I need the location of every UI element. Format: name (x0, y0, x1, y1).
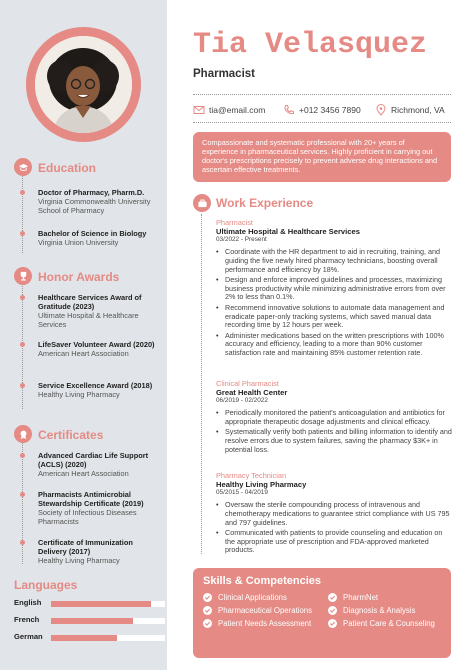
award-name: Healthcare Services Award of Gratitude (2023) (38, 293, 142, 311)
award-entry (38, 293, 160, 329)
job-dates: 03/2022 - Present (216, 236, 267, 243)
education-title: Education (38, 161, 97, 175)
briefcase-icon (193, 194, 211, 212)
education-timeline (22, 175, 23, 253)
skill-item (203, 619, 328, 628)
phone-icon (283, 104, 295, 116)
language-name: English (14, 598, 42, 607)
certificates-timeline (22, 442, 23, 564)
award-icon (14, 267, 32, 285)
summary-box: Compassionate and systematic professional with 20+ years of experience in pharmaceutical services. Highly proficient in carrying out doctor's prescriptions precisely to prevent adverse drug interactions and ascertain effective treatments. (193, 132, 451, 182)
check-icon (328, 619, 337, 628)
language-row (14, 598, 154, 608)
school-name: Virginia Union University (38, 238, 119, 247)
job-dates: 05/2015 - 04/2019 (216, 489, 268, 496)
skills-title: Skills & Competencies (203, 575, 321, 587)
phone-text: +012 3456 7890 (299, 105, 361, 115)
language-level (51, 601, 151, 607)
skill-label: Patient Needs Assessment (218, 619, 312, 628)
check-icon (203, 606, 212, 615)
language-level (51, 635, 117, 641)
profile-photo-frame (26, 27, 141, 142)
awards-title: Honor Awards (38, 270, 120, 284)
language-name: German (14, 632, 43, 641)
phone-contact[interactable] (283, 104, 361, 116)
job-bullets (216, 501, 452, 555)
skill-item (328, 593, 448, 602)
job-title: Pharmacy Technician (216, 471, 287, 480)
certificate-entry (38, 451, 160, 478)
degree-name: Bachelor of Science in Biology (38, 229, 147, 238)
job-bullets (216, 409, 452, 454)
certificate-name: Pharmacists Antimicrobial Stewardship Certificate (2019) (38, 490, 144, 508)
language-bar (51, 601, 165, 607)
timeline-dot (20, 383, 25, 388)
job-bullet: • Communicated with patients to provide counseling and education on the appropriate use of prescription and FDA-approved marketed products. (216, 529, 452, 555)
skill-label: Diagnosis & Analysis (343, 606, 416, 615)
experience-timeline (201, 214, 202, 554)
divider (193, 122, 451, 123)
job-company: Ultimate Hospital & Healthcare Services (216, 227, 360, 236)
check-icon (203, 593, 212, 602)
check-icon (203, 619, 212, 628)
certificate-org: American Heart Association (38, 469, 129, 478)
timeline-dot (20, 231, 25, 236)
job-entry (216, 379, 452, 456)
certificate-icon (14, 425, 32, 443)
skill-item (203, 606, 328, 615)
skill-label: Clinical Applications (218, 593, 287, 602)
experience-title: Work Experience (216, 196, 314, 210)
skill-item (328, 606, 448, 615)
timeline-dot (20, 492, 25, 497)
job-bullet: • Recommend innovative solutions to automate data management and eradicate paper-only tracking systems, which saved manual data recording time by 12 hours per week. (216, 304, 452, 330)
check-icon (328, 606, 337, 615)
job-bullets (216, 248, 452, 358)
job-company: Healthy Living Pharmacy (216, 480, 307, 489)
job-company: Great Health Center (216, 388, 288, 397)
languages-title: Languages (14, 578, 78, 592)
location-pin-icon (375, 104, 387, 116)
skill-label: Patient Care & Counseling (343, 619, 435, 628)
certificate-entry (38, 538, 160, 565)
location-text: Richmond, VA (391, 105, 445, 115)
award-entry (38, 381, 160, 399)
school-name: Virginia Commonwealth University School of Pharmacy (38, 197, 151, 215)
job-bullet: • Periodically monitored the patient's anticoagulation and antibiotics for appropriate therapeutic dosage adjustments and clinical efficacy. (216, 409, 452, 427)
education-entry (38, 188, 160, 215)
job-entry (216, 218, 452, 360)
skill-label: Pharmaceutical Operations (218, 606, 313, 615)
timeline-dot (20, 342, 25, 347)
language-bar (51, 618, 165, 624)
candidate-name: Tia Velasquez (193, 28, 428, 62)
check-icon (328, 593, 337, 602)
profile-photo (35, 36, 132, 133)
job-bullet: • Systematically verify both patients and billing information to identify and resolve errors due to system failures, saving the pharmacy $3K+ in potential loss. (216, 428, 452, 454)
certificate-org: Healthy Living Pharmacy (38, 556, 120, 565)
job-bullet: • Design and enforce improved guidelines and processes, maximizing business productivity while minimizing administrative errors from over 2% to less than 0.1%. (216, 276, 452, 302)
email-icon (193, 104, 205, 116)
job-title: Pharmacist (216, 218, 253, 227)
language-level (51, 618, 133, 624)
certificate-org: Society of Infectious Diseases Pharmacists (38, 508, 137, 526)
job-dates: 06/2019 - 02/2022 (216, 397, 268, 404)
certificate-name: Certificate of Immunization Delivery (2017) (38, 538, 133, 556)
email-contact[interactable] (193, 104, 265, 116)
award-org: American Heart Association (38, 349, 129, 358)
job-entry (216, 471, 452, 557)
certificate-name: Advanced Cardiac Life Support (ACLS) (2020) (38, 451, 149, 469)
skills-box (193, 568, 451, 658)
award-name: LifeSaver Volunteer Award (2020) (38, 340, 155, 349)
language-name: French (14, 615, 40, 624)
skills-grid (203, 593, 441, 628)
skill-item (328, 619, 448, 628)
skill-item (203, 593, 328, 602)
certificate-entry (38, 490, 160, 526)
degree-name: Doctor of Pharmacy, Pharm.D. (38, 188, 145, 197)
award-name: Service Excellence Award (2018) (38, 381, 153, 390)
job-bullet: • Coordinate with the HR department to aid in recruiting, training, and guiding the five newly hired pharmacy technicians, boosting overall performance and efficiency by 18%. (216, 248, 452, 274)
award-org: Ultimate Hospital & Healthcare Services (38, 311, 139, 329)
candidate-role: Pharmacist (193, 68, 256, 80)
job-title: Clinical Pharmacist (216, 379, 279, 388)
skill-label: PharmNet (343, 593, 379, 602)
award-entry (38, 340, 160, 358)
language-row (14, 632, 154, 642)
job-bullet: • Oversaw the sterile compounding process of intravenous and chemotherapy medications to guarantee strict compliance with US 795 and 797 guidelines. (216, 501, 452, 527)
divider (193, 94, 451, 95)
timeline-dot (20, 295, 25, 300)
award-org: Healthy Living Pharmacy (38, 390, 120, 399)
education-icon (14, 158, 32, 176)
certificates-title: Certificates (38, 428, 104, 442)
timeline-dot (20, 190, 25, 195)
location-contact (375, 104, 445, 116)
education-entry (38, 229, 160, 247)
timeline-dot (20, 453, 25, 458)
email-text: tia@email.com (209, 105, 266, 115)
language-row (14, 615, 154, 625)
timeline-dot (20, 540, 25, 545)
job-bullet: • Administer medications based on the written prescriptions with 100% accuracy and efficiency, leading to a more than 90% customer satisfaction rate and maintaining 85% customer retention rate. (216, 332, 452, 358)
language-bar (51, 635, 165, 641)
